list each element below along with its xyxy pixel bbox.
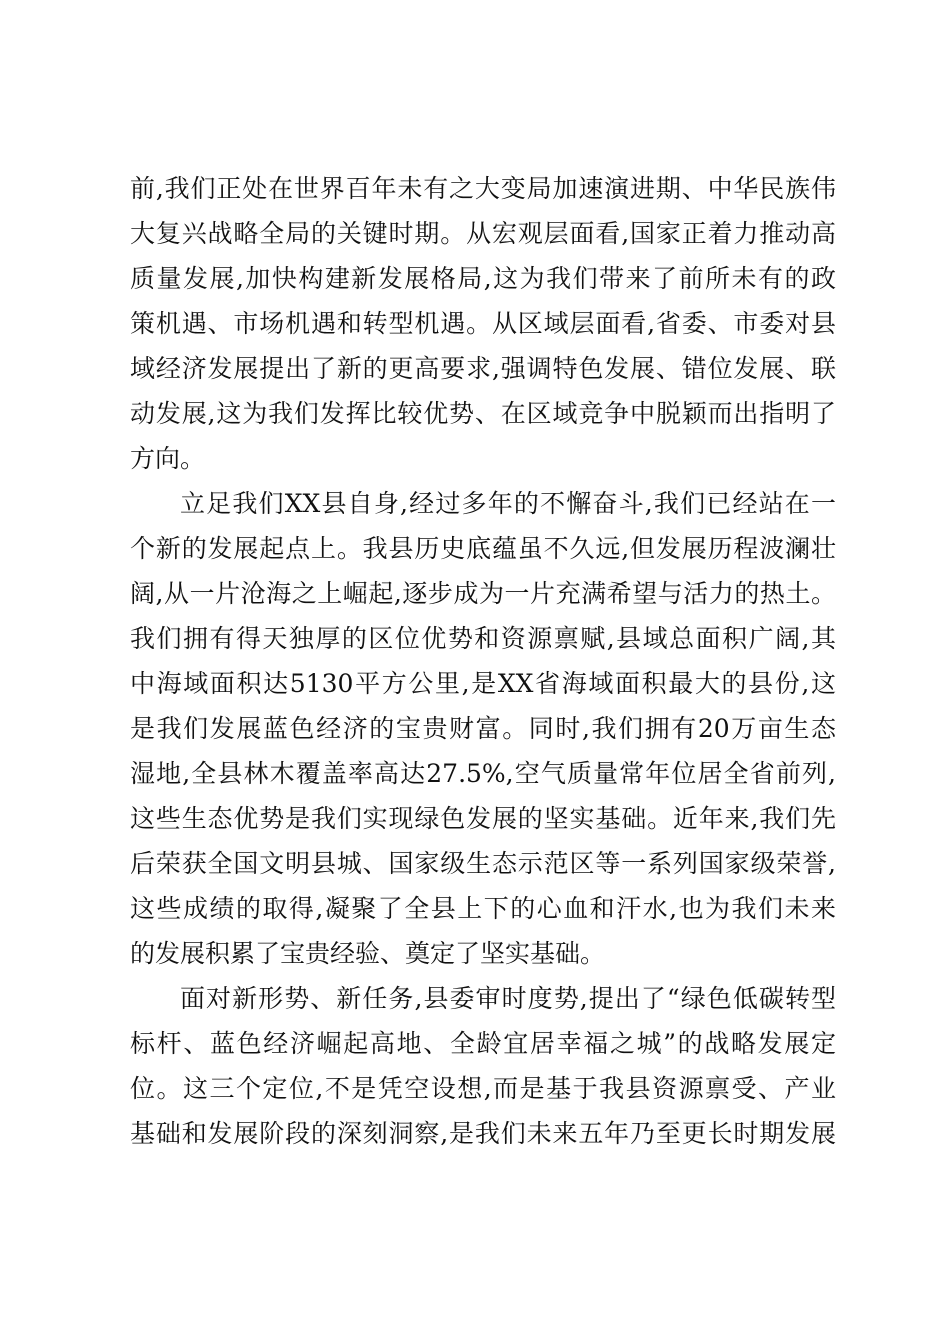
- text-line: 前,我们正处在世界百年未有之大变局加速演进期、中华民族伟: [130, 174, 836, 203]
- paragraph: [130, 976, 836, 1156]
- text-line: 大复兴战略全局的关键时期。从宏观层面看,国家正着力推动高: [130, 219, 836, 248]
- text-line: 个新的发展起点上。我县历史底蕴虽不久远,但发展历程波澜壮: [130, 534, 836, 563]
- text-line: 湿地,全县林木覆盖率高达27.5%,空气质量常年位居全省前列,: [130, 759, 836, 788]
- paragraph: [130, 166, 836, 481]
- text-line: 面对新形势、新任务,县委审时度势,提出了“绿色低碳转型: [180, 984, 836, 1013]
- text-line: 这些成绩的取得,凝聚了全县上下的心血和汗水,也为我们未来: [130, 894, 836, 923]
- text-line: 策机遇、市场机遇和转型机遇。从区域层面看,省委、市委对县: [130, 309, 836, 338]
- text-line: 基础和发展阶段的深刻洞察,是我们未来五年乃至更长时期发展: [130, 1119, 836, 1148]
- text-line: 动发展,这为我们发挥比较优势、在区域竞争中脱颖而出指明了: [130, 399, 836, 428]
- text-line: 质量发展,加快构建新发展格局,这为我们带来了前所未有的政: [130, 264, 836, 293]
- text-line: 立足我们XX县自身,经过多年的不懈奋斗,我们已经站在一: [180, 489, 836, 518]
- text-line: 阔,从一片沧海之上崛起,逐步成为一片充满希望与活力的热土。: [130, 579, 836, 608]
- text-line: 是我们发展蓝色经济的宝贵财富。同时,我们拥有20万亩生态: [130, 714, 836, 743]
- text-line: 的发展积累了宝贵经验、奠定了坚实基础。: [130, 939, 606, 968]
- text-line: 位。这三个定位,不是凭空设想,而是基于我县资源禀受、产业: [130, 1074, 836, 1103]
- text-line: 域经济发展提出了新的更高要求,强调特色发展、错位发展、联: [130, 354, 836, 383]
- paragraph: [130, 481, 836, 976]
- text-line: 这些生态优势是我们实现绿色发展的坚实基础。近年来,我们先: [130, 804, 836, 833]
- document-body: [130, 166, 836, 1156]
- text-line: 我们拥有得天独厚的区位优势和资源禀赋,县域总面积广阔,其: [130, 624, 836, 653]
- text-line: 后荣获全国文明县城、国家级生态示范区等一系列国家级荣誉,: [130, 849, 836, 878]
- text-line: 方向。: [130, 444, 206, 473]
- text-line: 中海域面积达5130平方公里,是XX省海域面积最大的县份,这: [130, 669, 836, 698]
- text-line: 标杆、蓝色经济崛起高地、全龄宜居幸福之城”的战略发展定: [130, 1029, 836, 1058]
